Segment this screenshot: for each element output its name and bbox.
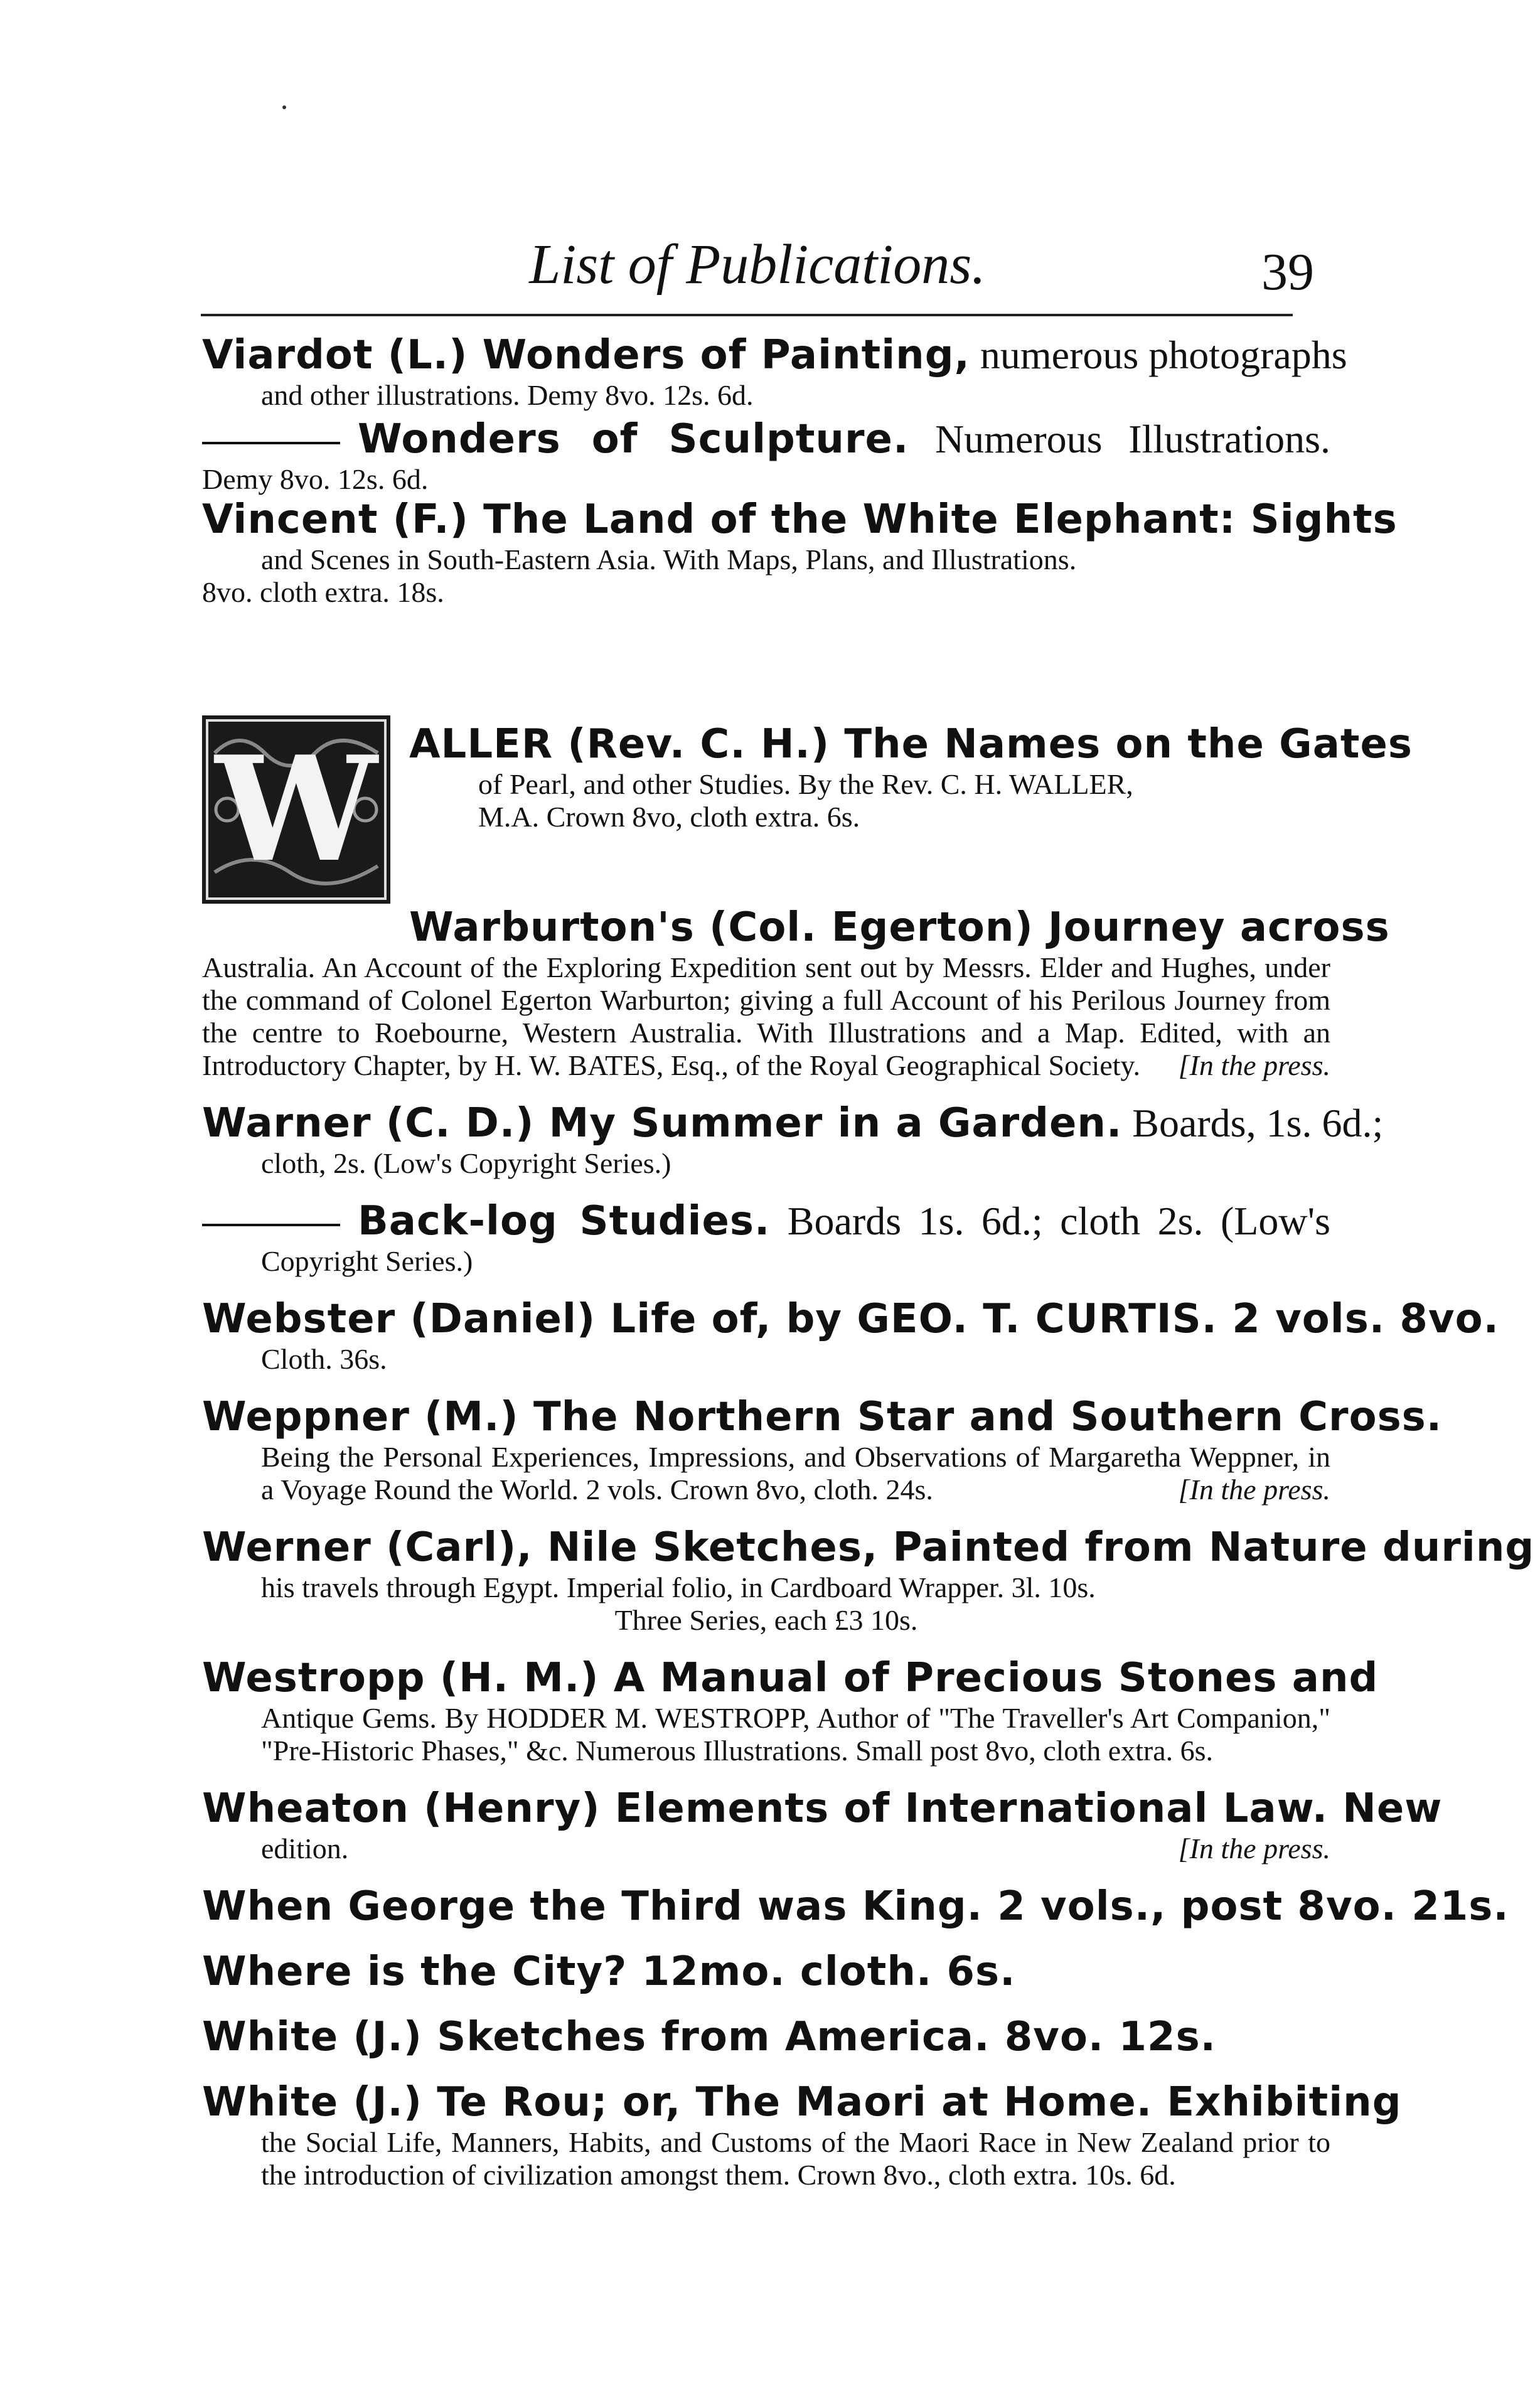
entry-heading: Warburton's (Col. Egerton) Journey across [409,904,1390,951]
entry-warner-garden [202,1099,1384,1180]
entry-heading: Westropp (H. M.) A Manual of Precious Stones and [202,1655,1379,1701]
page-title: List of Publications. [529,233,986,296]
entry-warner-backlog [202,1197,1330,1278]
entry-waller [202,715,1413,904]
ditto-dash [202,1224,340,1226]
entry-description: his travels through Egypt. Imperial folio, in Cardboard Wrapper. 3l. 10s. [261,1571,1096,1603]
entry-werner [202,1524,1535,1637]
entry-description: and other illustrations. Demy 8vo. 12s. 6d. [261,379,754,411]
entry-viardot-painting [202,331,1347,412]
entry-description: the Social Life, Manners, Habits, and Customs of the Maori Race in New Zealand prior to the introduction of civilization amongst them. Crown 8vo., cloth extra. 10s. 6d. [261,2126,1330,2191]
entry-heading-rest: Boards, 1s. 6d.; [1132,1101,1384,1145]
entry-heading: Webster (Daniel) Life of, by GEO. T. CURTIS. 2 vols. 8vo. [202,1296,1499,1342]
entry-description: Cloth. 36s. [261,1343,387,1375]
entry-heading: Wonders of Sculpture. [358,416,909,463]
entry-heading: When George the Third was King. 2 vols., post 8vo. 21s. [202,1883,1509,1930]
entry-heading: Vincent (F.) The Land of the White Elephant: Sights [202,496,1398,543]
entry-description: cloth, 2s. (Low's Copyright Series.) [261,1147,671,1179]
entry-heading: White (J.) Te Rou; or, The Maori at Home. Exhibiting [202,2079,1402,2126]
entry-heading-rest: Boards 1s. 6d.; cloth 2s. (Low's [787,1199,1331,1243]
header-rule [201,314,1293,316]
entry-description-cont: M.A. Crown 8vo, cloth extra. 6s. [478,801,860,833]
entry-vincent [202,496,1398,609]
entry-white-te-rou [202,2078,1402,2191]
entry-white-sketches [202,2013,1330,2061]
entry-description: Antique Gems. By HODDER M. WESTROPP, Author of "The Traveller's Art Companion," "Pre-Historic Phases," &c. Numerous Illustrations. Small post 8vo, cloth extra. 6s. [261,1702,1330,1767]
entry-description: Australia. An Account of the Exploring Expedition sent out by Messrs. Elder and Hughes, under the command of Colonel Egerton Warburton; giving a full Account of his Perilous Journey from the centre to Roebourne, Western Australia. With Illustrations and a Map. Edited, with an Introductory Chapter, by H. W. BATES, Esq., of the Royal Geographical Society. [202,951,1330,1081]
entry-heading: Warner (C. D.) My Summer in a Garden. [202,1100,1123,1147]
entry-when-george [202,1883,1509,1930]
entry-weppner [202,1393,1443,1506]
entry-heading: White (J.) Sketches from America. 8vo. 12s. [202,2014,1216,2060]
in-press-note: [In the press. [1178,1832,1330,1864]
entry-heading: Viardot (L.) Wonders of Painting, [202,332,970,378]
entry-heading: Werner (Carl), Nile Sketches, Painted from Nature during [202,1524,1535,1571]
entry-heading: Where is the City? 12mo. cloth. 6s. [202,1949,1016,1995]
entry-description-cont: 8vo. cloth extra. 18s. [202,576,444,608]
entry-description: of Pearl, and other Studies. By the Rev. C. H. WALLER, [478,768,1133,800]
entry-description: edition. [261,1832,349,1864]
entry-description: Being the Personal Experiences, Impressions, and Observations of Margaretha Weppner, in a Voyage Round the World. 2 vols. Crown 8vo, cloth. 24s. [261,1441,1330,1506]
entry-description: and Scenes in South-Eastern Asia. With Maps, Plans, and Illustrations. [261,543,1077,575]
entry-description-cont: Three Series, each £3 10s. [614,1604,918,1636]
entry-warburton [202,904,1390,1082]
entry-heading: Back-log Studies. [358,1198,771,1244]
entry-description: Copyright Series.) [261,1245,473,1277]
in-press-note: [In the press. [1178,1049,1330,1081]
entry-webster [202,1295,1499,1376]
entry-westropp [202,1654,1379,1767]
entry-heading: Weppner (M.) The Northern Star and Southern Cross. [202,1394,1443,1440]
running-head [201,233,1314,302]
entry-heading-rest: numerous photographs [980,333,1347,377]
ink-speck [282,105,286,109]
entry-where-city [202,1948,1330,1996]
entry-wheaton [202,1785,1443,1865]
entry-viardot-sculpture [202,415,1330,496]
entry-description: Demy 8vo. 12s. 6d. [202,463,429,495]
entry-heading: Wheaton (Henry) Elements of International Law. New [202,1785,1443,1832]
page-number: 39 [1261,243,1314,301]
decorated-initial-w [202,715,390,904]
entry-heading-rest: Numerous Illustrations. [934,417,1330,461]
ditto-dash [202,442,340,444]
entry-heading: ALLER (Rev. C. H.) The Names on the Gates [409,721,1413,768]
initial-letter: W [215,725,378,894]
in-press-note: [In the press. [1178,1474,1330,1506]
publication-list [202,331,1535,2191]
